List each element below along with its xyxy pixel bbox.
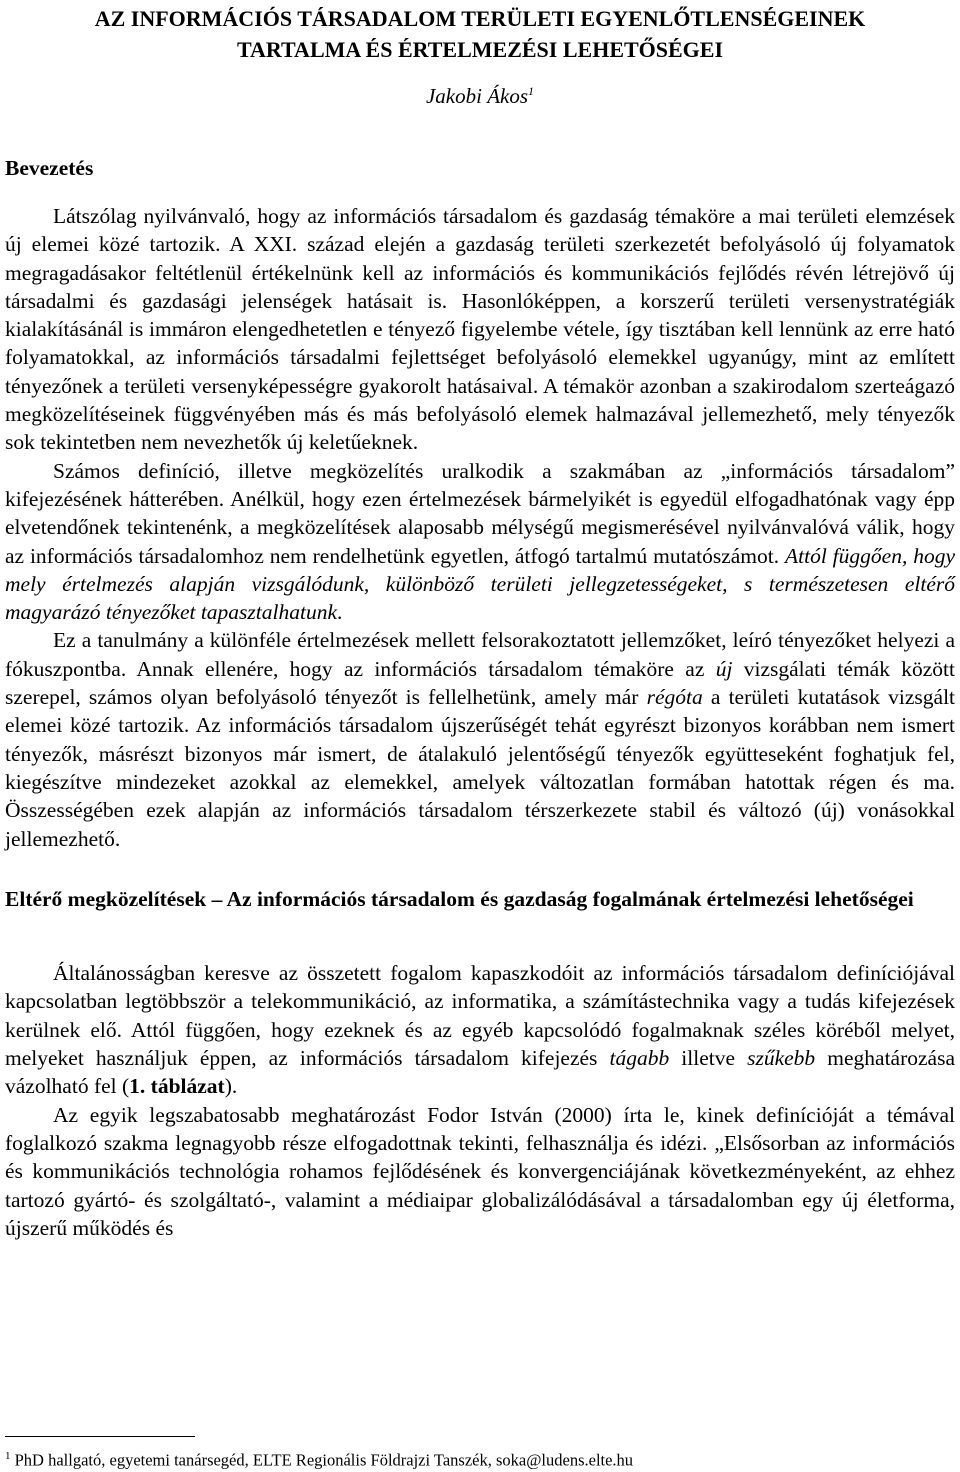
footnote (5, 1446, 633, 1471)
title-line-2: TARTALMA ÉS ÉRTELMEZÉSI LEHETŐSÉGEI (236, 37, 724, 62)
paragraph-3-italic-uj: új (715, 656, 733, 681)
section-heading: Eltérő megközelítések – Az információs társadalom és gazdaság fogalmának értelmezési lehetőségei (5, 886, 914, 911)
paragraph-3-italic-regota: régóta (646, 685, 703, 710)
paragraph-4-italic-tagabb: tágabb (609, 1046, 670, 1071)
paragraph-4-italic-szukebb: szűkebb (747, 1046, 816, 1071)
paragraph-4-text-a: Általánosságban keresve az összetett fogalom kapaszkodóit az információs társadalom definíciójával kapcsolatban legtöbbször a telekommunikáció, az informatika, a számítástechnika vagy a tudás kifejezések kerülnek elő. Attól függően, hogy ezeknek és az egyéb kapcsolódó fogalmaknak széles köréből melyet, melyeket használjuk éppen, az információs társadalom kifejezés (5, 961, 955, 1071)
author-line (5, 77, 955, 110)
footnote-mark: 1 (5, 1450, 11, 1462)
paper-title (5, 0, 955, 65)
title-line-1: AZ INFORMÁCIÓS TÁRSADALOM TERÜLETI EGYENLŐTLENSÉGEINEK (94, 6, 866, 31)
footnote-divider (5, 1436, 195, 1437)
paragraph-1 (5, 202, 955, 457)
paragraph-5 (5, 1101, 955, 1242)
paragraph-5-text: Az egyik legszabatosabb meghatározást Fodor István (2000) írta le, kinek definícióját a témával foglalkozó szakma legnagyobb része elfogadottnak tekinti, felhasználja és idézi. „Elsősorban az információs és kommunikációs technológia rohamos fejlődésének és konvergenciájának következményeként, az ehhez tartozó gyártó- és szolgáltató-, valamint a médiaipar globalizálódásával a társadalomban egy új életforma, újszerű működés és (5, 1102, 955, 1240)
paragraph-3-text-b: vizsgálati témák között szerepel, számos olyan befolyásoló tényezőt is fellelhetünk, amely már (5, 656, 956, 710)
paragraph-2-text: Számos definíció, illetve megközelítés uralkodik a szakmában az „információs társadalom” kifejezésének hátterében. Anélkül, hogy ezen értelmezések bármelyikét is egyedül elfogadhatónak vagy épp elvetendőnek tekintenénk, a megközelítések alaposabb mélységű megismerésével nyilvánvalóvá válik, hogy az információs társadalomhoz nem rendelhetünk egyetlen, átfogó tartalmú mutatószámot. (5, 458, 955, 568)
paragraph-4-text-b: illetve (669, 1046, 748, 1071)
paragraph-2-italic: Attól függően, hogy mely értelmezés alapján vizsgálódunk, különböző területi jellegzetességeket, s természetesen eltérő magyarázó tényezőket tapasztalhatunk (5, 543, 955, 625)
paragraph-3 (5, 626, 955, 852)
author-footnote-mark: 1 (528, 84, 535, 98)
intro-heading: Bevezetés (5, 156, 94, 180)
footnote-text: PhD hallgató, egyetemi tanársegéd, ELTE Regionális Földrajzi Tanszék, soka@ludens.elte.hu (10, 1450, 634, 1470)
paragraph-3-text-a: Ez a tanulmány a különféle értelmezések mellett felsorakoztatott jellemzőket, leíró tényezőket helyezi a fókuszpontba. Annak ellenére, hogy az információs társadalom témaköre az (5, 628, 955, 681)
author-name: Jakobi Ákos (425, 84, 529, 108)
paragraph-4-text-d: ). (224, 1074, 238, 1099)
paragraph-2 (5, 457, 955, 627)
paragraph-1-text: Látszólag nyilvánvaló, hogy az információs társadalom és gazdaság témaköre a mai területi elemzések új elemei közé tartozik. A XXI. század elején a gazdaság területi szerkezetét befolyásoló új folyamatok megragadásakor feltétlenül értékelnünk kell az információs és kommunikációs fejlődés révén létrejövő új társadalmi és gazdasági jelenségek hatásait is. Hasonlóképpen, a korszerű területi versenystratégiák kialakításánál is immáron elengedhetetlen e tényező figyelembe vétele, így tisztában kell lennünk az erre ható folyamatokkal, az információs társadalmi fejlettséget befolyásoló elemekkel ugyanúgy, mint az említett tényezőnek a területi versenyképességre gyakorolt hatásaival. A témakör azonban a szakirodalom szerteágazó megközelítéseinek függvényében más és más befolyásoló elemek halmazával jellemezhető, mely tényezők sok tekintetben nem nevezhetők új keletűeknek. (5, 204, 955, 455)
paragraph-4-text-c: meghatározása vázolható fel ( (5, 1046, 955, 1099)
table-reference: 1. táblázat (129, 1074, 225, 1099)
paragraph-2-end: . (337, 600, 343, 625)
paragraph-3-text-c: a területi kutatások vizsgált elemei közé tartozik. Az információs társadalom újszerűségét tehát egyrészt bizonyos korábban nem ismert tényezők, másrészt bizonyos már ismert, de átalakuló jelentőségű tényezők együtteseként foghatjuk fel, kiegészítve mindezeket azokkal az elemekkel, amelyek változatlan formában hatottak régen és ma. Összességében ezek alapján az információs társadalom térszerkezete stabil és változó (új) vonásokkal jellemezhető. (5, 685, 956, 851)
paragraph-4 (5, 959, 955, 1100)
